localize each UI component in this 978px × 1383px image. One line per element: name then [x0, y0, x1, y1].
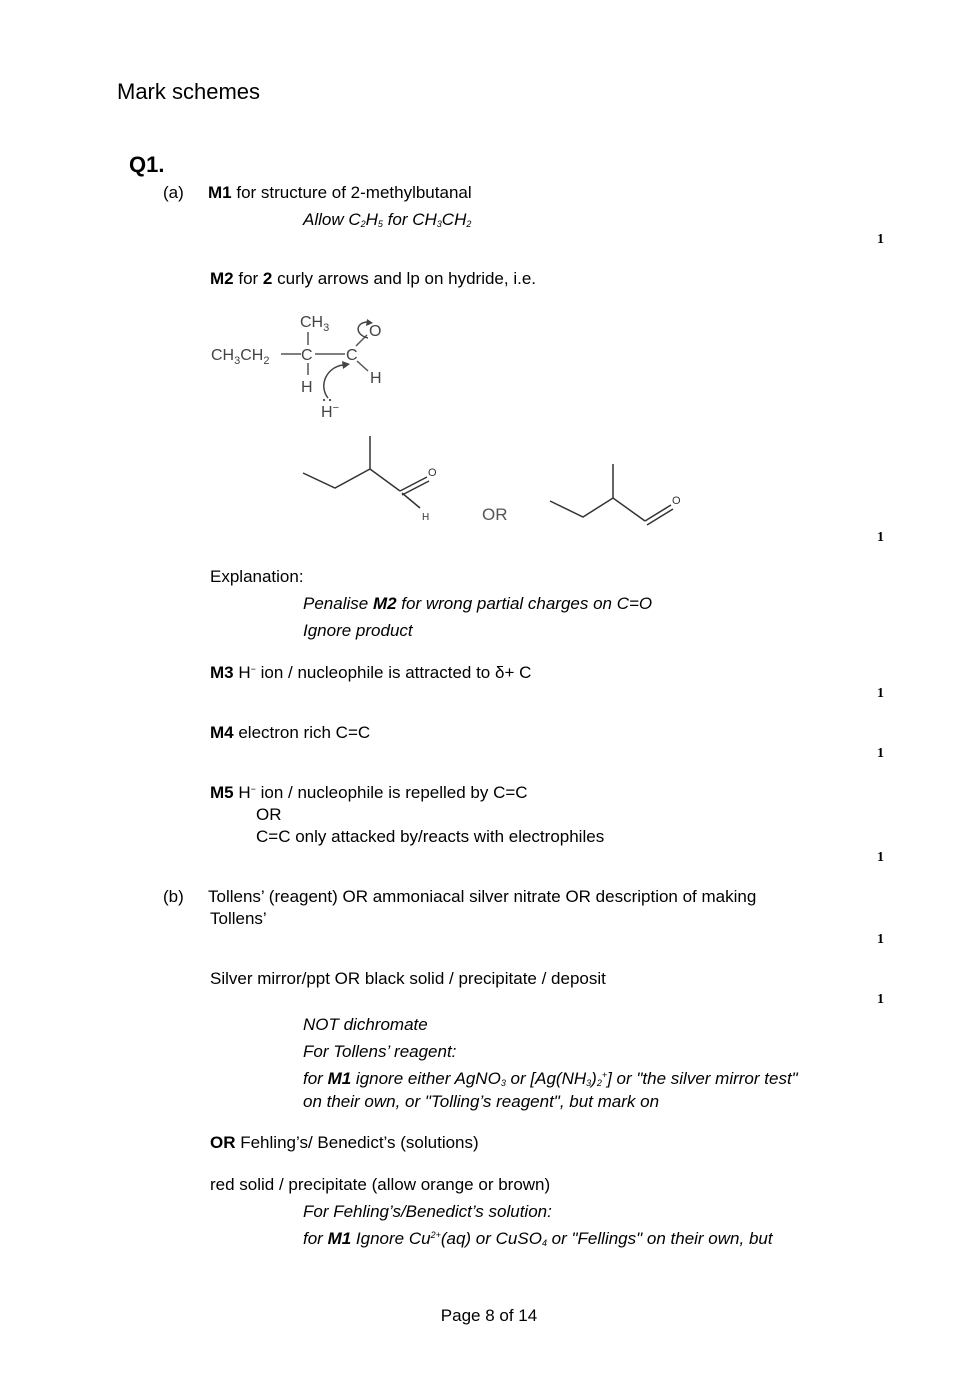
or-label: OR	[482, 505, 508, 524]
or-fehlings-line: OR Fehling’s/ Benedict’s (solutions)	[210, 1133, 479, 1152]
carbon-2: C	[346, 347, 358, 364]
m1-line: M1 for structure of 2-methylbutanal	[208, 183, 472, 202]
curly-arrow-hydride	[324, 365, 343, 398]
part-a-label: (a)	[163, 183, 184, 202]
mark-1: 1	[877, 232, 884, 247]
question-label: Q1.	[129, 152, 165, 177]
lone-pair-dot-2	[329, 399, 331, 401]
for-tollens-note: For Tollens’ reagent:	[303, 1042, 457, 1061]
m1-allow-note: Allow $C_2H_5$ for $CH_3CH_2$	[303, 210, 472, 229]
methyl-label: $CH_3$	[300, 314, 330, 334]
for-fehlings-note: For Fehling’s/Benedict’s solution:	[303, 1202, 552, 1221]
ethyl-label: $CH_3CH_2$	[211, 347, 270, 367]
mark-3: 1	[877, 686, 884, 701]
mark-7: 1	[877, 992, 884, 1007]
m2-line: M2 for 2 curly arrows and lp on hydride, i.e.	[210, 269, 537, 288]
not-dichromate-note: NOT dichromate	[303, 1015, 428, 1034]
m5-alternative: C=C only attacked by/reacts with electrophiles	[256, 827, 605, 846]
tollens-line-2: Tollens’	[210, 909, 267, 928]
mark-2: 1	[877, 530, 884, 545]
mark-6: 1	[877, 932, 884, 947]
mark-4: 1	[877, 746, 884, 761]
tollens-line-1: Tollens’ (reagent) OR ammoniacal silver nitrate OR description of making	[208, 887, 757, 906]
page-heading: Mark schemes	[117, 79, 261, 104]
red-solid-line: red solid / precipitate (allow orange or brown)	[210, 1175, 551, 1194]
hydrogen-right: H	[370, 370, 382, 387]
ignore-product-note: Ignore product	[303, 621, 413, 640]
skeletal-ch-1	[402, 493, 420, 508]
explanation-label: Explanation:	[210, 567, 304, 586]
m5-or: OR	[256, 805, 282, 824]
m5-line: M5 H− ion / nucleophile is repelled by C=C	[210, 783, 528, 802]
tollens-ignore-note: for M1 ignore either AgNO$_3$ or $[Ag(NH_3)_2^+]$ or "the silver mirror test"	[303, 1069, 798, 1088]
skeletal-chain-1	[303, 469, 400, 491]
page-number: Page 8 of 14	[440, 1306, 538, 1325]
skeletal-h-1: H	[422, 512, 430, 523]
lone-pair-dot-1	[323, 399, 325, 401]
skeletal-o-2: O	[672, 495, 681, 507]
skeletal-o-1: O	[428, 467, 437, 479]
penalise-note: Penalise M2 for wrong partial charges on C=O	[303, 594, 653, 613]
silver-mirror-line: Silver mirror/ppt OR black solid / precipitate / deposit	[210, 969, 606, 988]
skeletal-chain-2	[550, 498, 645, 521]
oxygen-label: O	[369, 323, 382, 340]
fehlings-ignore-note: for M1 Ignore $Cu^{2+}(aq)$ or CuSO$_4$ or "Fellings" on their own, but	[303, 1229, 773, 1248]
part-b-label: (b)	[163, 887, 184, 906]
m4-line: M4 electron rich C=C	[210, 723, 371, 742]
hydrogen-below: H	[301, 379, 313, 396]
mechanism-diagram	[205, 305, 705, 530]
bond-c-h	[357, 361, 368, 371]
hydride-label: H−	[321, 402, 339, 421]
mark-5: 1	[877, 850, 884, 865]
tollens-ignore-note-line2: on their own, or "Tolling’s reagent", but mark on	[303, 1092, 660, 1111]
carbon-1: C	[301, 347, 313, 364]
m3-line: M3 H− ion / nucleophile is attracted to δ+ C	[210, 663, 532, 682]
